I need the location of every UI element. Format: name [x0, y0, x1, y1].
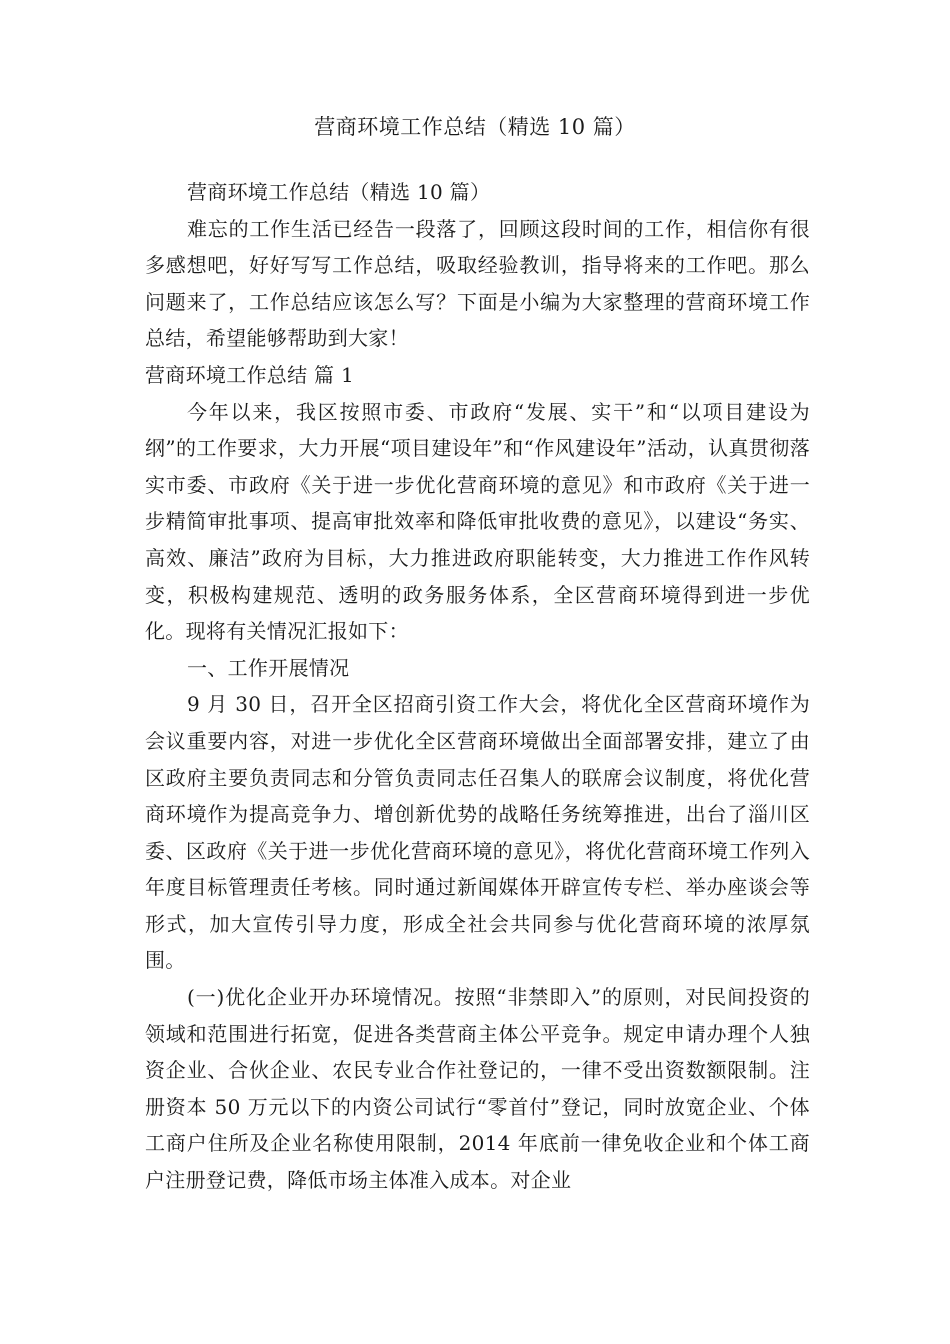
document-title: 营商环境工作总结（精选 10 篇）: [314, 115, 636, 139]
intro-paragraph: 难忘的工作生活已经告一段落了，回顾这段时间的工作，相信你有很多感想吧，好好写写工作总结，吸取经验教训，指导将来的工作吧。那么问题来了，工作总结应该怎么写？下面是小编为大家整理的营商环境工作总结，希望能够帮助到大家！: [145, 216, 810, 351]
document-body: [145, 174, 810, 1199]
section-heading: 营商环境工作总结 篇 1: [145, 362, 355, 387]
body-paragraph: 9 月 30 日，召开全区招商引资工作大会，将优化全区营商环境作为会议重要内容，对进一步优化全区营商环境做出全面部署安排，建立了由区政府主要负责同志和分管负责同志任召集人的联席会议制度，将优化营商环境作为提高竞争力、增创新优势的战略任务统筹推进，出台了淄川区委、区政府《关于进一步优化营商环境的意见》，将优化营商环境工作列入年度目标管理责任考核。同时通过新闻媒体开辟宣传专栏、举办座谈会等形式，加大宣传引导力度，形成全社会共同参与优化营商环境的浓厚氛围。: [145, 692, 810, 973]
document-subtitle: 营商环境工作总结（精选 10 篇）: [187, 180, 491, 204]
subheading: 一、工作开展情况: [187, 655, 350, 680]
body-paragraph: (一)优化企业开办环境情况。按照“非禁即入”的原则，对民间投资的领域和范围进行拓宽，促进各类营商主体公平竞争。规定申请办理个人独资企业、合伙企业、农民专业合作社登记的，一律不受出资数额限制。注册资本 50 万元以下的内资公司试行“零首付”登记，同时放宽企业、个体工商户住所及企业名称使用限制，2014 年底前一律免收企业和个体工商户注册登记费，降低市场主体准入成本。对企业: [145, 985, 810, 1193]
body-paragraph: 今年以来，我区按照市委、市政府“发展、实干”和“以项目建设为纲”的工作要求，大力开展“项目建设年”和“作风建设年”活动，认真贯彻落实市委、市政府《关于进一步优化营商环境的意见》和市政府《关于进一步精简审批事项、提高审批效率和降低审批收费的意见》，以建设“务实、高效、廉洁”政府为目标，大力推进政府职能转变，大力推进工作作风转变，积极构建规范、透明的政务服务体系，全区营商环境得到进一步优化。现将有关情况汇报如下：: [145, 399, 810, 644]
